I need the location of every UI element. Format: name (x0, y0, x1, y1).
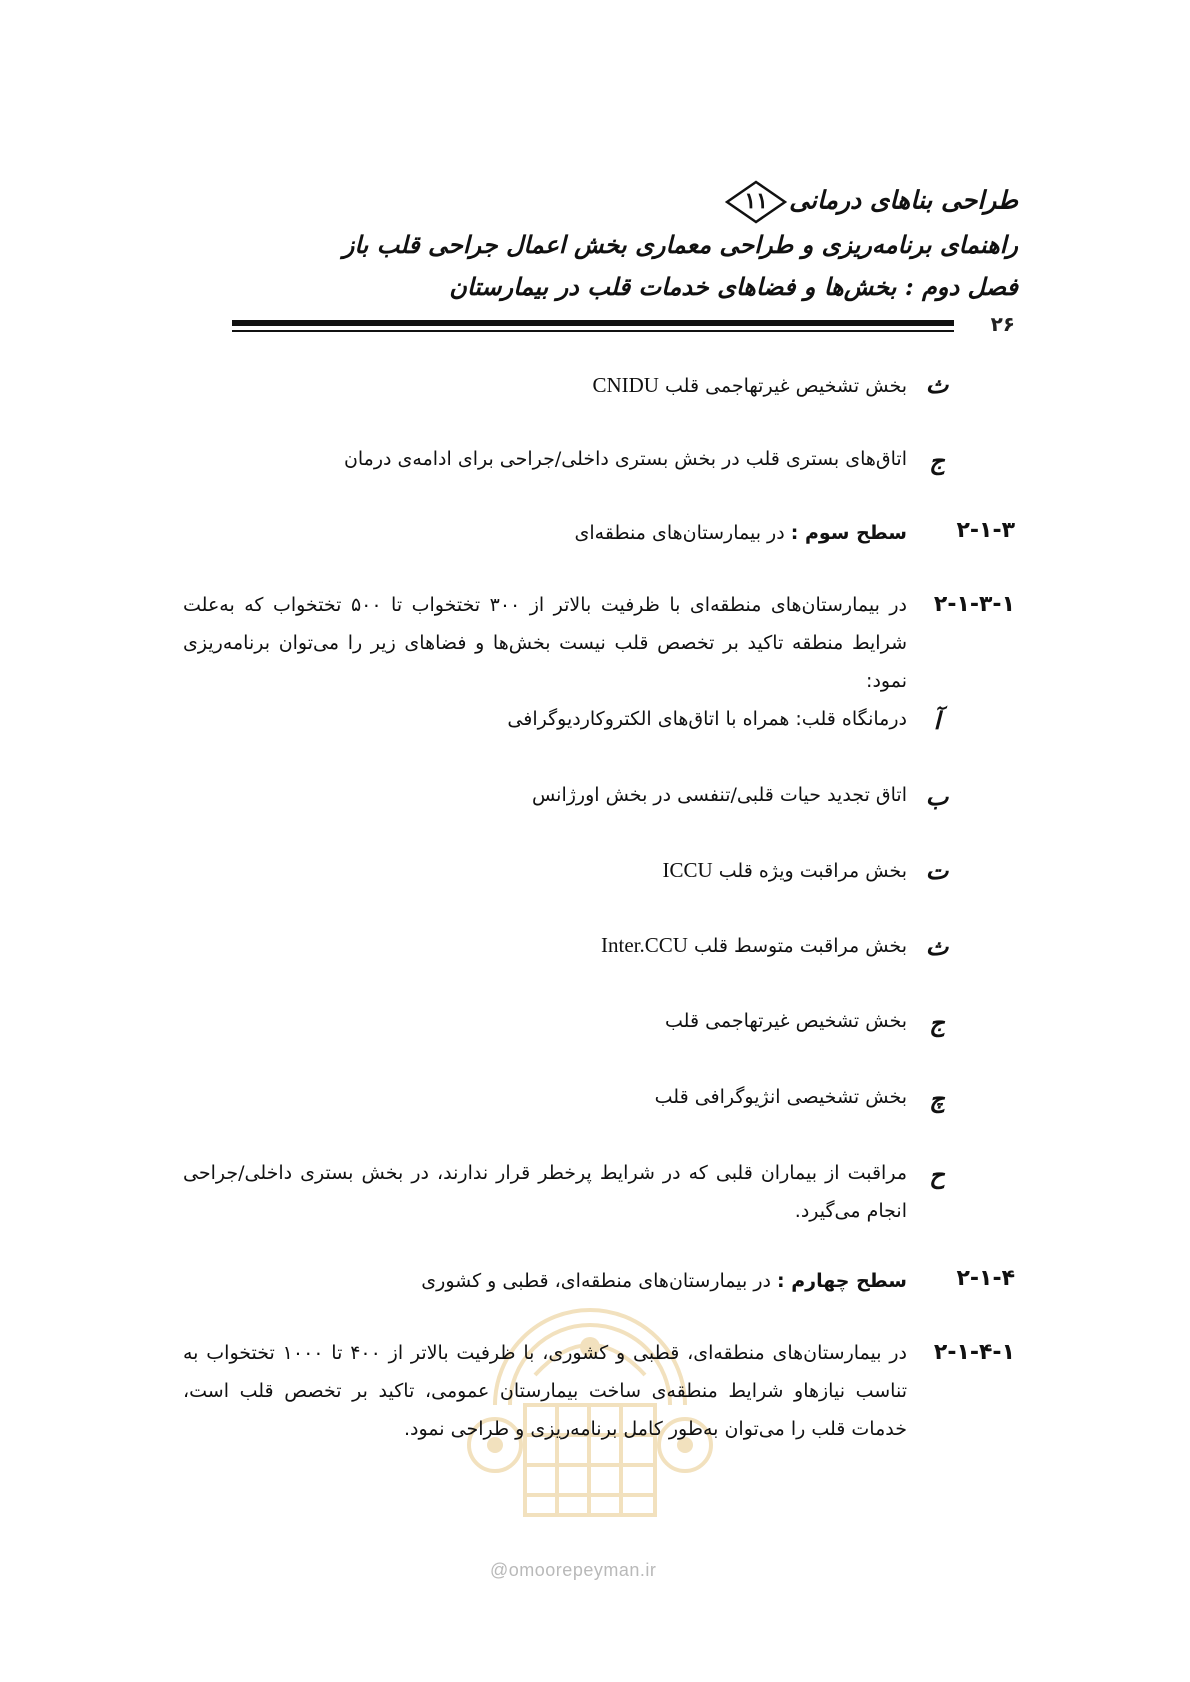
item-latin-term: CNIDU (592, 373, 659, 397)
watermark-url (490, 1560, 656, 1581)
subsection-number: ۲-۱-۴-۱ (933, 1340, 1015, 1365)
subsection-number: ۲-۱-۳-۱ (933, 592, 1015, 617)
list-letter: ج (929, 446, 945, 475)
section-heading (574, 514, 907, 552)
book-series-title (723, 180, 1018, 224)
series-title-text: طراحی بناهای درمانی (789, 185, 1018, 215)
list-letter: ث (925, 932, 949, 961)
list-item-text: اتاق تجدید حیات قلبی/تنفسی در بخش اورژانس (531, 784, 907, 806)
header-rule-thick (232, 320, 954, 326)
watermark-url-text: omoorepeyman.ir (508, 1560, 657, 1580)
subsection-paragraph: در بیمارستان‌های منطقه‌ای با ظرفیت بالاتر از ۳۰۰ تختخواب تا ۵۰۰ تختخواب که به‌علت شرایط منطقه تاکید بر تخصص قلب نیست بخش‌ها و فضاهای زیر را می‌توان برنامه‌ریزی نمود: (183, 594, 908, 692)
section-heading-text: در بیمارستان‌های منطقه‌ای (574, 522, 785, 544)
item-text: بخش مراقبت متوسط قلب (693, 935, 907, 957)
list-letter: ب (925, 782, 949, 811)
series-number-badge (725, 180, 787, 224)
list-letter: ح (929, 1160, 945, 1189)
subsection-paragraph: در بیمارستان‌های منطقه‌ای، قطبی و کشوری، با ظرفیت بالاتر از ۴۰۰ تا ۱۰۰۰ تختخواب به تناسب نیازهاو شرایط منطقه‌ی ساخت بیمارستان عمومی، تاکید بر تخصص قلب است، خدمات قلب را می‌توان به‌طور کامل برنامه‌ریزی و طراحی نمود. (183, 1342, 907, 1440)
section-number: ۲-۱-۴ (956, 1266, 1015, 1291)
section-heading-bold: سطح سوم : (790, 522, 907, 544)
section-heading-bold: سطح چهارم : (777, 1270, 907, 1292)
list-item-paragraph: مراقبت از بیماران قلبی که در شرایط پرخطر قرار ندارند، در بخش بستری داخلی/جراحی انجام می‌گیرد. (183, 1162, 907, 1222)
list-item-text (601, 926, 907, 965)
chapter-title: فصل دوم : بخش‌ها و فضاهای خدمات قلب در بیمارستان (449, 272, 1018, 301)
at-icon: @ (490, 1560, 509, 1580)
list-letter: ث (925, 370, 949, 399)
list-item-text: بخش تشخیص غیرتهاجمی قلب (665, 1010, 907, 1032)
item-text: بخش تشخیص غیرتهاجمی قلب (665, 375, 907, 397)
list-letter: آ (933, 706, 941, 735)
guide-title: راهنمای برنامه‌ریزی و طراحی معماری بخش اعمال جراحی قلب باز (342, 230, 1018, 259)
list-letter: چ (929, 1084, 945, 1113)
item-latin-term: Inter.CCU (601, 933, 688, 957)
list-item-text (592, 366, 907, 405)
series-number: ۱۱ (744, 188, 768, 214)
list-item-text: بخش تشخیصی انژیوگرافی قلب (654, 1086, 907, 1108)
list-letter: ج (929, 1008, 945, 1037)
list-item-text (663, 851, 907, 890)
section-number: ۲-۱-۳ (956, 518, 1015, 543)
item-latin-term: ICCU (662, 858, 713, 882)
header-rule-thin (232, 330, 954, 332)
section-heading-text: در بیمارستان‌های منطقه‌ای، قطبی و کشوری (421, 1270, 771, 1292)
list-letter: ت (925, 856, 949, 885)
page-number: ۲۶ (990, 312, 1015, 336)
item-text: بخش مراقبت ویژه قلب (718, 860, 907, 882)
list-item-text: درمانگاه قلب: همراه با اتاق‌های الکتروکاردیوگرافی (507, 708, 907, 730)
list-item-text: اتاق‌های بستری قلب در بخش بستری داخلی/جراحی برای ادامه‌ی درمان (343, 448, 907, 470)
